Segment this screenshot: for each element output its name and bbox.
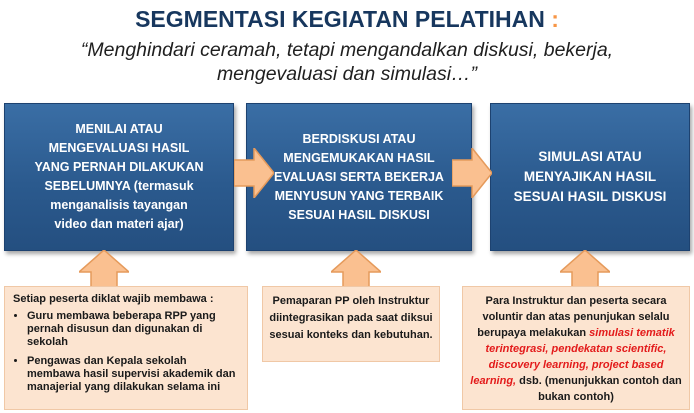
page-title (0, 6, 694, 33)
note3-text-end: dsb. (menunjukkan contoh dan bukan contoh) (516, 375, 682, 403)
arrow-right-icon (452, 148, 492, 198)
note3-text: Para Instruktur dan peserta secara voluntir dan atas penunjukan selalu berupaya melakukan (477, 295, 670, 339)
title-text: SEGMENTASI KEGIATAN PELATIHAN (135, 6, 545, 32)
quote-line-1: “Menghindari ceramah, tetapi mengandalkan diskusi, bekerja, (80, 39, 614, 61)
note-simulation (462, 286, 690, 410)
arrow-up-icon (331, 250, 381, 290)
note-preparation (4, 286, 248, 410)
list-item: • Guru membawa beberapa RPP yang pernah disusun dan digunakan di sekolah (27, 310, 241, 349)
step1-line: YANG PERNAH DILAKUKAN (34, 160, 204, 174)
arrow-up-icon (79, 250, 129, 290)
step1-line: menganalisis tayangan (50, 198, 188, 212)
title-colon: : (551, 6, 559, 32)
quote (20, 38, 674, 86)
step-box-discuss (246, 103, 472, 251)
step1-line: MENILAI ATAU (75, 122, 163, 136)
step3-line: SESUAI HASIL DISKUSI (513, 189, 667, 204)
step2-line: SESUAI HASIL DISKUSI (288, 207, 430, 222)
note2-text: Pemaparan PP oleh Instruktur diintegrasikan pada saat diksui sesuai konteks dan kebutuhan. (269, 295, 433, 341)
note3-highlight: simulasi tematik terintegrasi, pendekatan scientific, discovery learning, project based learning, (470, 327, 675, 387)
step-box-evaluate (4, 103, 234, 251)
step-box-simulate (490, 103, 690, 251)
step1-line: MENGEVALUASI HASIL (48, 141, 190, 155)
step2-line: MENGEMUKAKAN HASIL (283, 150, 435, 165)
step3-line: MENYAJIKAN HASIL (523, 169, 657, 184)
step1-line: video dan materi ajar) (54, 217, 184, 231)
arrow-right-icon (234, 148, 274, 198)
list-item: • Pengawas dan Kepala sekolah membawa hasil supervisi akademik dan manajerial yang dilakukan selama ini (27, 355, 241, 394)
note1-list (13, 310, 241, 394)
note1-heading: Setiap peserta diklat wajib membawa : (13, 293, 214, 305)
note-exposition (262, 286, 440, 362)
quote-line-2: mengevaluasi dan simulasi…” (216, 63, 478, 85)
step2-line: BERDISKUSI ATAU (302, 131, 416, 146)
step1-line: SEBELUMNYA (termasuk (44, 179, 194, 193)
arrow-up-icon (560, 250, 610, 290)
step2-line: MENYUSUN YANG TERBAIK (274, 188, 444, 203)
step3-line: SIMULASI ATAU (538, 149, 642, 164)
step2-line: EVALUASI SERTA BEKERJA (274, 169, 444, 184)
